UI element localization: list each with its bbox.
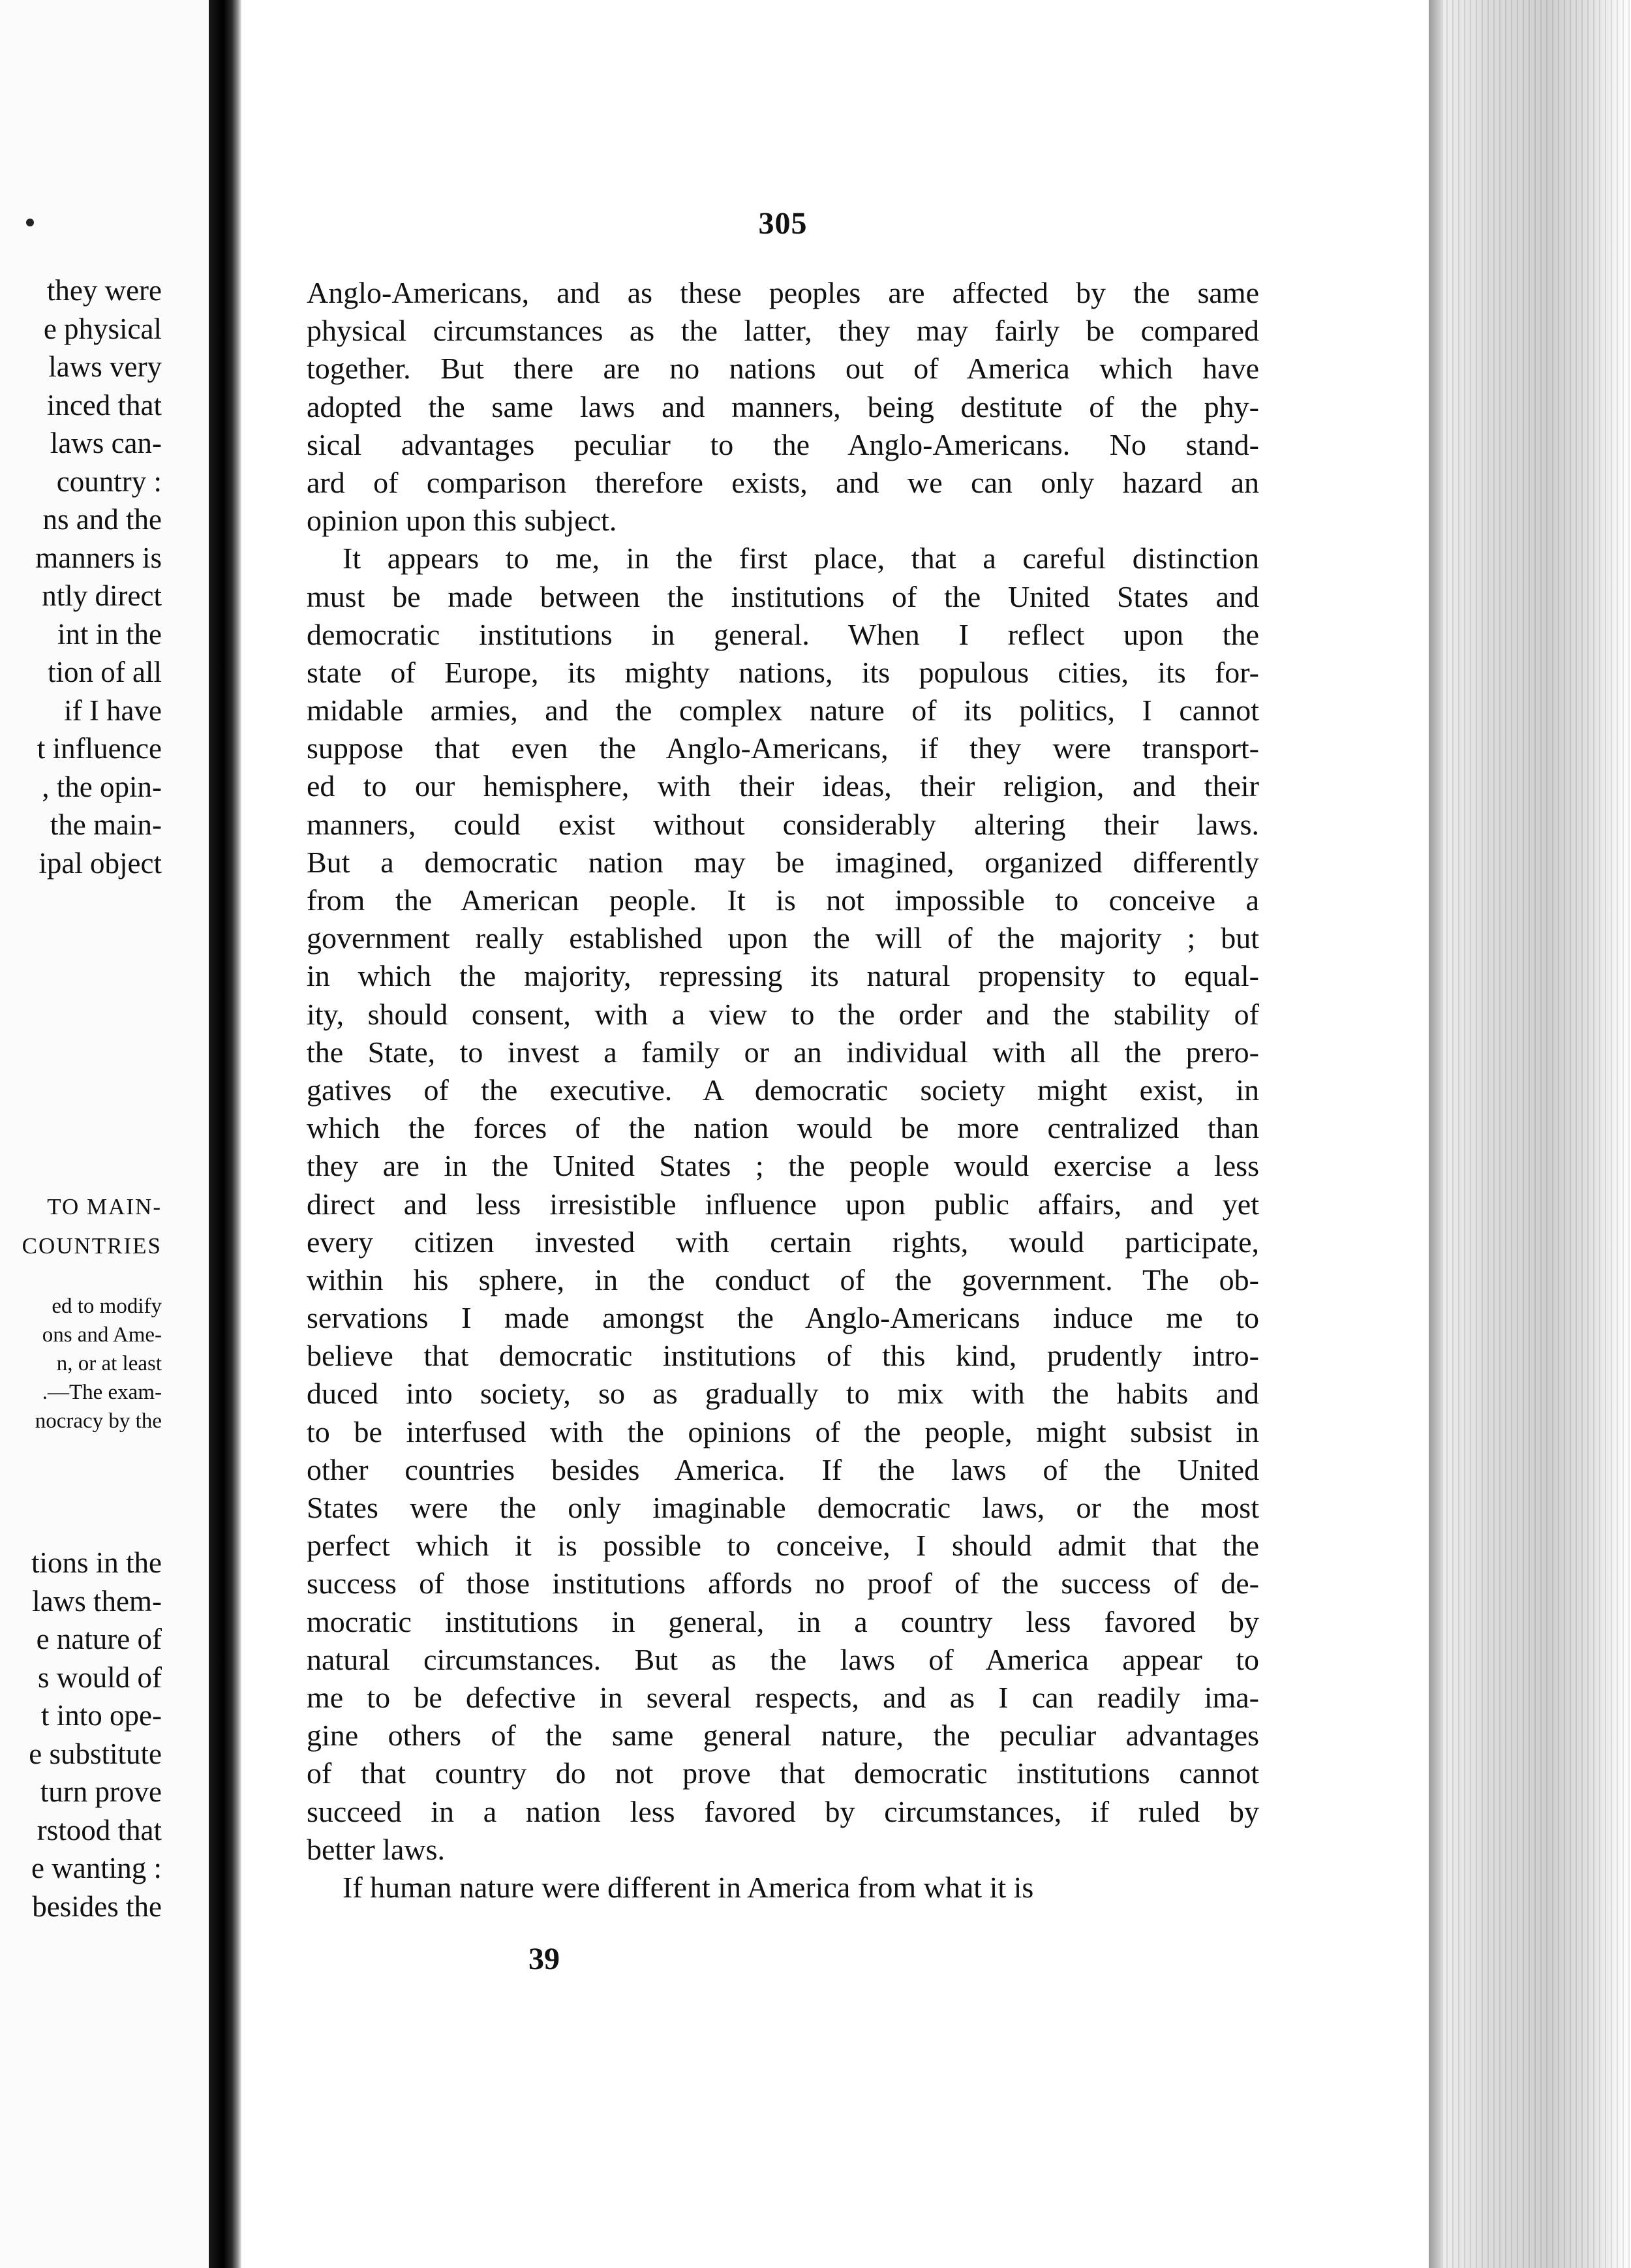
text-line: to be interfused with the opinions of the people, might subsist in — [307, 1415, 1259, 1448]
facing-page-fragment: t influence — [37, 732, 162, 765]
text-line: If human nature were different in America from what it is — [343, 1870, 1034, 1904]
text-line: States were the only imaginable democratic laws, or the most — [307, 1491, 1259, 1524]
text-line: physical circumstances as the latter, they may fairly be compared — [307, 314, 1259, 348]
text-line: midable armies, and the complex nature of its politics, I cannot — [307, 694, 1259, 728]
facing-page-fragment: they were — [46, 274, 162, 307]
facing-page-fragment: besides the — [32, 1890, 162, 1923]
facing-page-left — [0, 0, 209, 2268]
facing-page-fragment: laws very — [48, 350, 162, 383]
facing-page-fragment: tion of all — [48, 656, 162, 688]
text-line: manners, could exist without considerably altering their laws. — [307, 807, 1259, 841]
facing-page-fragment: ed to modify — [52, 1295, 162, 1318]
facing-page-fragment: the main- — [50, 808, 162, 841]
text-line: they are in the United States ; the people would exercise a less — [307, 1149, 1259, 1183]
book-gutter — [209, 0, 241, 2268]
facing-page-fragment: s would of — [38, 1661, 162, 1694]
text-line: mocratic institutions in general, in a country less favored by — [307, 1604, 1259, 1638]
facing-page-fragment: t into ope- — [41, 1699, 162, 1732]
text-line: the State, to invest a family or an individual with all the prero- — [307, 1035, 1259, 1069]
text-line: government really established upon the will of the majority ; but — [307, 921, 1259, 955]
page-number: 305 — [758, 206, 808, 241]
ink-dot — [26, 219, 34, 226]
facing-page-fragment: e nature of — [36, 1623, 162, 1655]
facing-page-fragment: ipal object — [38, 846, 162, 880]
body-text — [307, 274, 1259, 1907]
text-line: believe that democratic institutions of this kind, prudently intro- — [307, 1339, 1259, 1373]
facing-page-fragment: ons and Ame- — [42, 1323, 162, 1347]
facing-page-fragment: ntly direct — [42, 579, 162, 612]
text-line: succeed in a nation less favored by circumstances, if ruled by — [307, 1794, 1259, 1828]
facing-page-fragment: manners is — [35, 541, 162, 574]
facing-page-fragment: int in the — [57, 617, 162, 651]
facing-page-fragment: e wanting : — [31, 1852, 162, 1884]
text-line: every citizen invested with certain rights, would participate, — [307, 1225, 1259, 1259]
facing-page-fragment: .—The exam- — [42, 1381, 162, 1404]
text-line: opinion upon this subject. — [307, 504, 617, 538]
text-line: perfect which it is possible to conceive, I should admit that the — [307, 1529, 1259, 1563]
signature-mark: 39 — [528, 1942, 560, 1976]
text-line: Anglo-Americans, and as these peoples are affected by the same — [307, 276, 1259, 309]
text-line: within his sphere, in the conduct of the government. The ob- — [307, 1263, 1259, 1296]
text-line: together. But there are no nations out of America which have — [307, 352, 1259, 386]
text-line: must be made between the institutions of the United States and — [307, 579, 1259, 613]
text-line: adopted the same laws and manners, being destitute of the phy- — [307, 390, 1259, 423]
facing-page-fragment: n, or at least — [56, 1352, 162, 1375]
facing-page-fragment: laws them- — [32, 1584, 162, 1617]
facing-page-fragment: rstood that — [37, 1813, 162, 1847]
facing-page-fragment: tions in the — [31, 1546, 162, 1579]
text-line: suppose that even the Anglo-Americans, if they were transport- — [307, 731, 1259, 765]
facing-page-fragment: e substitute — [29, 1737, 162, 1770]
text-line: duced into society, so as gradually to mix with the habits and — [307, 1377, 1259, 1411]
text-line: other countries besides America. If the laws of the United — [307, 1452, 1259, 1486]
text-line: But a democratic nation may be imagined, organized differently — [307, 845, 1259, 879]
text-line: ed to our hemisphere, with their ideas, their religion, and their — [307, 769, 1259, 803]
text-line: natural circumstances. But as the laws of America appear to — [307, 1642, 1259, 1676]
text-line: me to be defective in several respects, and as I can readily ima- — [307, 1680, 1259, 1714]
text-line: in which the majority, repressing its natural propensity to equal- — [307, 959, 1259, 993]
text-line: of that country do not prove that democratic institutions cannot — [307, 1756, 1259, 1790]
text-line: success of those institutions affords no proof of the success of de- — [307, 1567, 1259, 1601]
facing-page-fragment: e physical — [43, 312, 162, 345]
text-line: better laws. — [307, 1832, 446, 1866]
page-edge-stack — [1429, 0, 1631, 2268]
facing-page-fragment: TO MAIN- — [47, 1194, 162, 1219]
text-line: gatives of the executive. A democratic society might exist, in — [307, 1073, 1259, 1107]
text-line: from the American people. It is not impossible to conceive a — [307, 883, 1259, 917]
text-line: which the forces of the nation would be more centralized than — [307, 1111, 1259, 1145]
text-line: democratic institutions in general. When I reflect upon the — [307, 617, 1259, 651]
text-line: servations I made amongst the Anglo-Americans induce me to — [307, 1301, 1259, 1335]
text-line: direct and less irresistible influence upon public affairs, and yet — [307, 1187, 1259, 1221]
page-edge-shadow — [1429, 0, 1443, 2268]
text-line: state of Europe, its mighty nations, its populous cities, its for- — [307, 655, 1259, 689]
facing-page-fragment: if I have — [64, 694, 162, 727]
text-line: ard of comparison therefore exists, and we can only hazard an — [307, 465, 1259, 499]
facing-page-fragment: , the opin- — [42, 770, 162, 803]
text-line: It appears to me, in the first place, that a careful distinction — [343, 542, 1259, 575]
text-line: ity, should consent, with a view to the order and the stability of — [307, 997, 1259, 1031]
text-line: gine others of the same general nature, the peculiar advantages — [307, 1719, 1259, 1753]
facing-page-fragment: inced that — [46, 388, 162, 421]
facing-page-fragment: country : — [56, 465, 162, 498]
facing-page-fragment: nocracy by the — [35, 1409, 162, 1433]
facing-page-fragment: ns and the — [42, 503, 162, 536]
facing-page-fragment: laws can- — [50, 427, 162, 459]
facing-page-fragment: turn prove — [40, 1775, 162, 1808]
facing-page-fragment: COUNTRIES — [22, 1233, 162, 1259]
text-line: sical advantages peculiar to the Anglo-Americans. No stand- — [307, 427, 1259, 461]
